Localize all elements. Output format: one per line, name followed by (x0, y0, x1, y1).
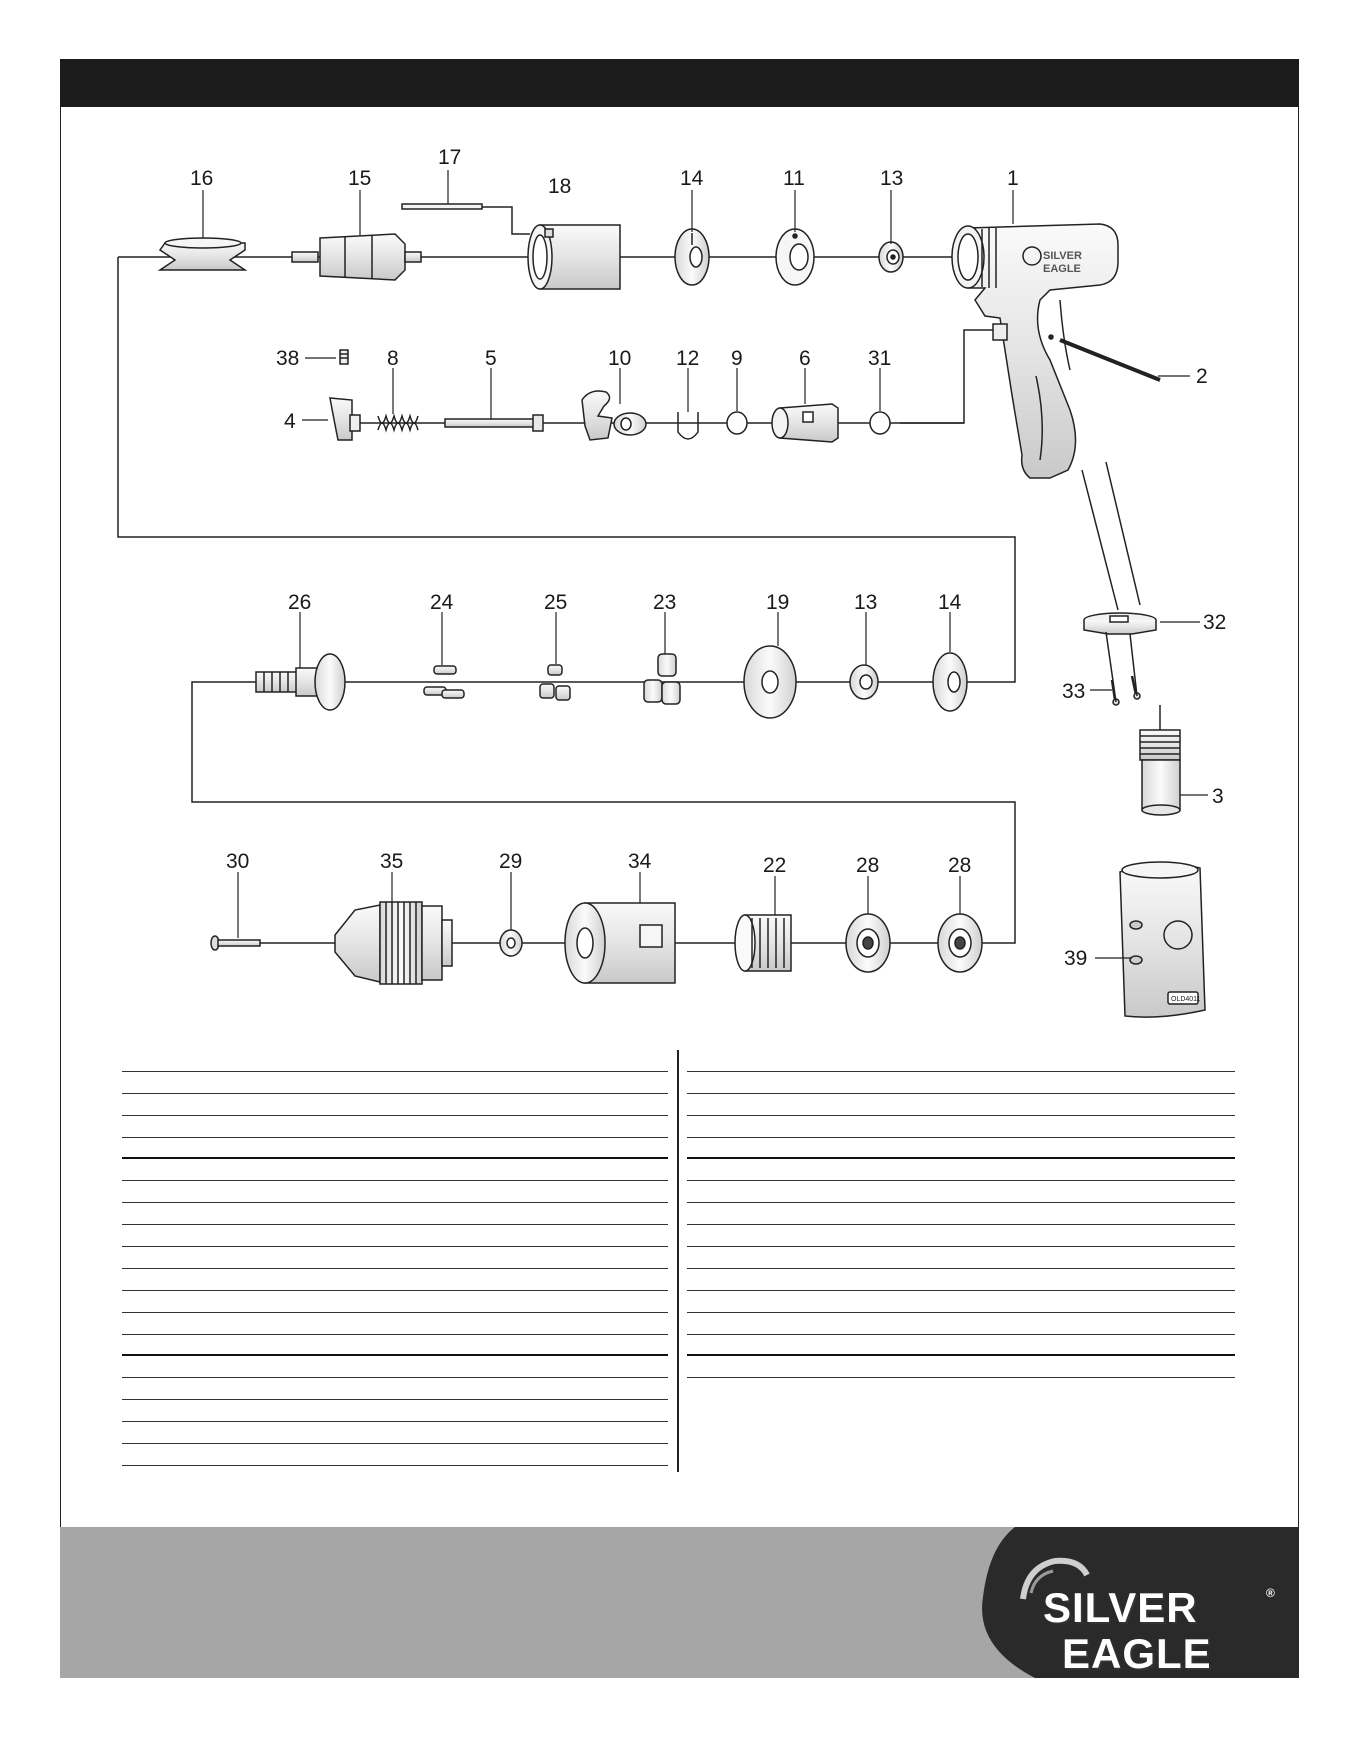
table-row (687, 1225, 1235, 1247)
table-row (122, 1138, 668, 1160)
part-1-housing (952, 224, 1118, 478)
part-17-rotor-blade (402, 204, 482, 209)
part-23-planet-gears (644, 654, 680, 704)
callout-13: 13 (880, 167, 904, 190)
table-row (122, 1291, 668, 1313)
table-row (122, 1444, 668, 1466)
logo-text-eagle: EAGLE (1062, 1630, 1212, 1677)
part-14-end-plate-2 (933, 653, 967, 711)
table-row (122, 1181, 668, 1203)
callout-25: 25 (544, 591, 568, 614)
callout-29: 29 (499, 850, 523, 873)
callout-6: 6 (799, 347, 811, 370)
part-28-bearing-b (938, 914, 982, 972)
table-row (122, 1203, 668, 1225)
table-row (122, 1400, 668, 1422)
callout-33: 33 (1062, 680, 1086, 703)
logo-text-silver: SILVER (1043, 1584, 1198, 1631)
callout-15: 15 (348, 167, 372, 190)
part-11-gasket (776, 229, 814, 285)
table-row (122, 1247, 668, 1269)
housing-logo-line1: SILVER (1043, 250, 1082, 262)
callout-22: 22 (763, 854, 787, 877)
parts-table-right (687, 1050, 1235, 1378)
part-18-cylinder (528, 225, 620, 289)
callout-34: 34 (628, 850, 652, 873)
part-3-inlet-bushing (1140, 705, 1180, 815)
part-29-washer (500, 930, 522, 956)
table-row (122, 1335, 668, 1357)
part-15-rotor (292, 234, 421, 280)
callout-14-b: 14 (938, 591, 962, 614)
part-28-bearing-a (846, 914, 890, 972)
part-13-bearing-2 (850, 665, 878, 699)
callout-11: 11 (783, 167, 805, 190)
callout-5: 5 (485, 347, 497, 370)
table-row (687, 1335, 1235, 1357)
housing-logo-line2: EAGLE (1043, 263, 1081, 275)
callout-24: 24 (430, 591, 454, 614)
table-row (687, 1247, 1235, 1269)
callout-10: 10 (608, 347, 632, 370)
part-30-chuck-screw (211, 936, 260, 950)
part-39-handle-grip (1120, 862, 1205, 1017)
table-row (122, 1422, 668, 1444)
part-33-screws (1106, 632, 1140, 705)
callout-3: 3 (1212, 785, 1224, 808)
part-32-exhaust-deflector (1084, 613, 1156, 634)
table-row (122, 1094, 668, 1116)
part-35-chuck (335, 902, 452, 984)
part-2-pin (1060, 340, 1160, 380)
callout-39: 39 (1064, 947, 1088, 970)
callout-4: 4 (284, 410, 296, 433)
part-5-valve-stem (445, 415, 543, 431)
callout-14: 14 (680, 167, 704, 190)
part-34-gear-case (565, 903, 675, 983)
table-row (687, 1159, 1235, 1181)
table-row (122, 1269, 668, 1291)
part-16-end-plate (160, 238, 245, 270)
table-row (687, 1313, 1235, 1335)
table-row (687, 1203, 1235, 1225)
part-handle-tube (1082, 462, 1140, 610)
parts-table-left (122, 1050, 668, 1466)
table-row (122, 1050, 668, 1072)
callout-19: 19 (766, 591, 790, 614)
callout-38: 38 (276, 347, 300, 370)
table-row (687, 1356, 1235, 1378)
logo-registered-mark: ® (1266, 1586, 1275, 1600)
table-row (687, 1050, 1235, 1072)
part-19-ring-gear (744, 646, 796, 718)
callout-8: 8 (387, 347, 399, 370)
callout-2: 2 (1196, 365, 1208, 388)
callout-32: 32 (1203, 611, 1227, 634)
part-14-front-end-plate (675, 229, 709, 285)
table-row (687, 1291, 1235, 1313)
callout-23: 23 (653, 591, 677, 614)
part-4-reverse-button (330, 398, 360, 440)
table-row (122, 1378, 668, 1400)
callout-30: 30 (226, 850, 250, 873)
table-row (122, 1356, 668, 1378)
callout-16: 16 (190, 167, 214, 190)
table-row (122, 1159, 668, 1181)
part-6-valve-bushing (772, 404, 838, 442)
part-22-ring-gear (735, 915, 791, 971)
table-row (122, 1116, 668, 1138)
table-divider (677, 1050, 679, 1472)
table-row (122, 1072, 668, 1094)
part-9-o-ring (727, 412, 747, 434)
handle-badge: OLD4011 (1171, 996, 1201, 1003)
assembly-lines (118, 207, 1015, 943)
table-row (122, 1225, 668, 1247)
part-12-clip (678, 412, 698, 439)
callout-9: 9 (731, 347, 743, 370)
part-38-set-screw (340, 350, 348, 364)
table-row (687, 1138, 1235, 1160)
callout-28-a: 28 (856, 854, 880, 877)
part-13-bearing (879, 242, 903, 272)
callout-18: 18 (548, 175, 572, 198)
callout-12: 12 (676, 347, 700, 370)
table-row (687, 1072, 1235, 1094)
callout-35: 35 (380, 850, 404, 873)
table-row (122, 1313, 668, 1335)
table-row (687, 1269, 1235, 1291)
callout-1: 1 (1007, 167, 1019, 190)
callout-28-b: 28 (948, 854, 972, 877)
callout-13-b: 13 (854, 591, 878, 614)
callout-26: 26 (288, 591, 312, 614)
part-10-trigger (582, 391, 646, 440)
callout-17: 17 (438, 146, 462, 169)
table-row (687, 1181, 1235, 1203)
callout-31: 31 (868, 347, 892, 370)
table-row (687, 1094, 1235, 1116)
part-31-o-ring (870, 412, 890, 434)
table-row (687, 1116, 1235, 1138)
